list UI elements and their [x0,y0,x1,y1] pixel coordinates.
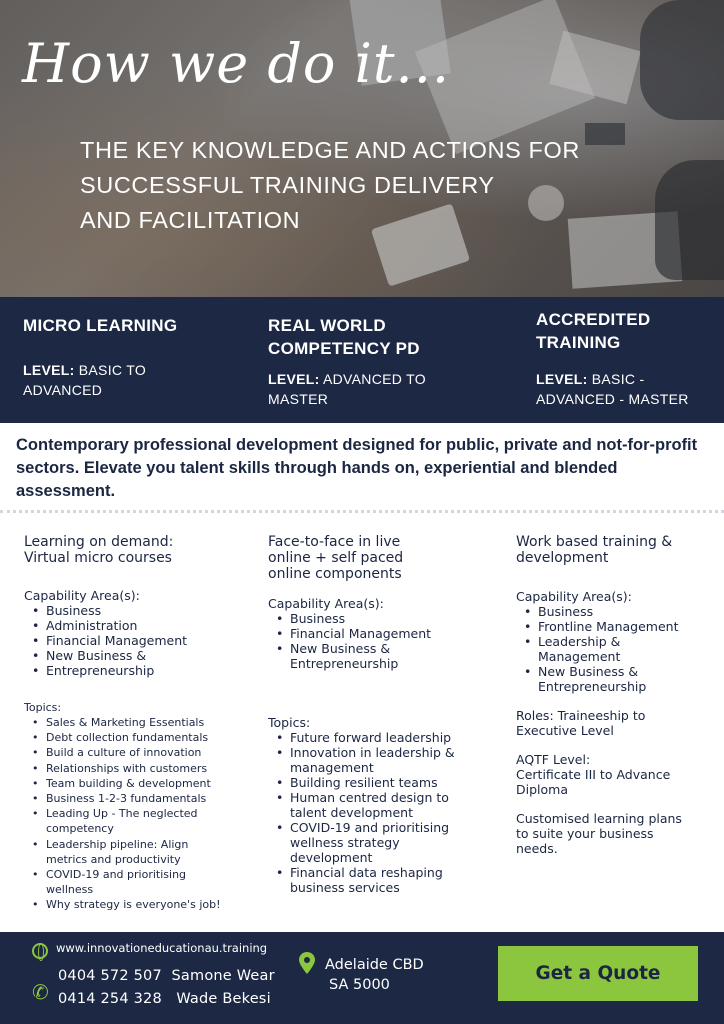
list-item-continuation: metrics and productivity [46,852,181,866]
column-title-line: Face-to-face in live [268,534,401,550]
topics-list [24,715,249,913]
column-title-line: Virtual micro courses [24,550,172,566]
hero-subtitle-line: THE KEY KNOWLEDGE AND ACTIONS FOR [80,137,580,163]
list-item: • Team building & development [24,776,249,791]
program-levels-band [0,297,724,423]
address-line: Adelaide CBD [325,957,424,973]
list-item: • Leadership pipeline: Align [24,837,249,852]
list-item: • Business [24,603,249,618]
custom-plans-text [516,811,716,856]
list-item: • New Business & [268,641,493,656]
level-value: BASIC - [587,371,645,387]
list-item: • Business [516,604,716,619]
roles-line: Roles: Traineeship to [516,708,646,723]
list-item: • Business 1-2-3 fundamentals [24,791,249,806]
level-label: LEVEL: [536,371,588,387]
list-item: • Business [268,611,493,626]
globe-icon [32,943,48,959]
level-value: ADVANCED - MASTER [536,391,689,407]
list-item-continuation: Entrepreneurship [290,656,399,671]
contact-name: Wade Bekesi [176,991,271,1007]
list-item: • Financial data reshaping [268,865,493,880]
column-title [268,534,493,582]
list-item: • Future forward leadership [268,730,493,745]
list-item: • Building resilient teams [268,775,493,790]
website-link[interactable]: www.innovationeducationau.training [56,941,268,955]
aqtf-level-text [516,752,716,797]
band-column-title [268,314,508,360]
list-item-continuation [24,663,249,678]
contact-row [58,968,275,984]
list-item-continuation: wellness strategy [290,835,400,850]
list-item: • Why strategy is everyone's job! [24,897,249,912]
list-item-continuation: development [290,850,373,865]
contact-name: Samone Wear [171,968,275,984]
phone-number[interactable]: 0404 572 507 [58,968,162,984]
band-title-line: TRAINING [536,333,621,352]
hero-subtitle-line: SUCCESSFUL TRAINING DELIVERY [80,172,495,198]
roles-text [516,708,716,738]
phone-icon: ✆ [32,980,49,1004]
aqtf-line: Diploma [516,782,568,797]
capability-list [268,611,493,671]
column-title-line: online components [268,566,402,582]
column-learning-on-demand [24,534,249,913]
custom-line: to suite your business [516,826,654,841]
list-item: • COVID-19 and prioritising [268,820,493,835]
hero-title: How we do it... [22,32,451,95]
band-title-line: REAL WORLD [268,316,386,335]
band-title-line: COMPETENCY PD [268,339,420,358]
list-item: • Administration [24,618,249,633]
address-line: SA 5000 [329,977,390,993]
hero-banner [0,0,724,297]
list-item-continuation: wellness [46,883,94,897]
column-title-line: online + self paced [268,550,404,566]
location-pin-icon [299,952,315,974]
list-item: • New Business & [516,664,716,679]
band-column-title [536,308,716,354]
topics-label: Topics: [268,715,311,730]
contact-row [58,991,271,1007]
list-item: • Frontline Management [516,619,716,634]
column-title-line: Work based training & [516,534,673,550]
level-value: ADVANCED [23,382,103,398]
list-item-continuation: Management [538,649,621,664]
list-item: • COVID-19 and prioritising [24,867,249,882]
level-value: BASIC TO [74,362,147,378]
capability-label: Capability Area(s): [24,588,140,603]
list-item: • Leading Up - The neglected [24,806,249,821]
custom-line: needs. [516,841,558,856]
level-value: ADVANCED TO [319,371,426,387]
list-item-continuation: management [290,760,374,775]
hero-subtitle [80,133,640,238]
list-item: • Financial Management [24,633,249,648]
custom-line: Customised learning plans [516,811,682,826]
hero-subtitle-line: AND FACILITATION [80,207,301,233]
capability-list [516,604,716,694]
band-column-level [536,369,716,409]
band-title-line: MICRO LEARNING [23,316,178,335]
band-column-title [23,314,243,337]
aqtf-line: Certificate III to Advance [516,767,671,782]
capability-list [24,603,249,678]
aqtf-line: AQTF Level: [516,752,591,767]
band-column-level [23,360,243,400]
capability-label: Capability Area(s): [268,596,384,611]
list-item: • Innovation in leadership & [268,745,493,760]
list-item-continuation: competency [46,822,114,836]
list-item-continuation: Entrepreneurship [538,679,647,694]
list-item: • Leadership & [516,634,716,649]
topics-list [268,730,493,895]
dotted-divider [0,510,724,513]
level-label: LEVEL: [268,371,320,387]
band-column-level [268,369,508,409]
list-item-continuation: business services [290,880,400,895]
level-value: MASTER [268,391,329,407]
band-title-line: ACCREDITED [536,310,651,329]
capability-label: Capability Area(s): [516,589,632,604]
list-item-continuation: talent development [290,805,413,820]
list-item: • Debt collection fundamentals [24,730,249,745]
column-face-to-face [268,534,493,895]
list-item: • New Business & [24,648,249,663]
list-item-text: Entrepreneurship [46,663,155,678]
list-item: • Human centred design to [268,790,493,805]
list-item: • Sales & Marketing Essentials [24,715,249,730]
column-title [24,534,249,566]
column-title [516,534,716,566]
intro-paragraph: Contemporary professional development designed for public, private and not-for-profit sectors. Elevate you talent skills through hands on, experiential and blended assessment. [16,436,698,500]
column-title-line: Learning on demand: [24,534,174,550]
column-work-based [516,534,716,856]
level-label: LEVEL: [23,362,75,378]
get-a-quote-button[interactable]: Get a Quote [498,946,698,1001]
phone-number[interactable]: 0414 254 328 [58,991,162,1007]
roles-line: Executive Level [516,723,614,738]
list-item: • Build a culture of innovation [24,745,249,760]
list-item: • Relationships with customers [24,761,249,776]
list-item: • Financial Management [268,626,493,641]
topics-label: Topics: [24,701,62,714]
column-title-line: development [516,550,609,566]
